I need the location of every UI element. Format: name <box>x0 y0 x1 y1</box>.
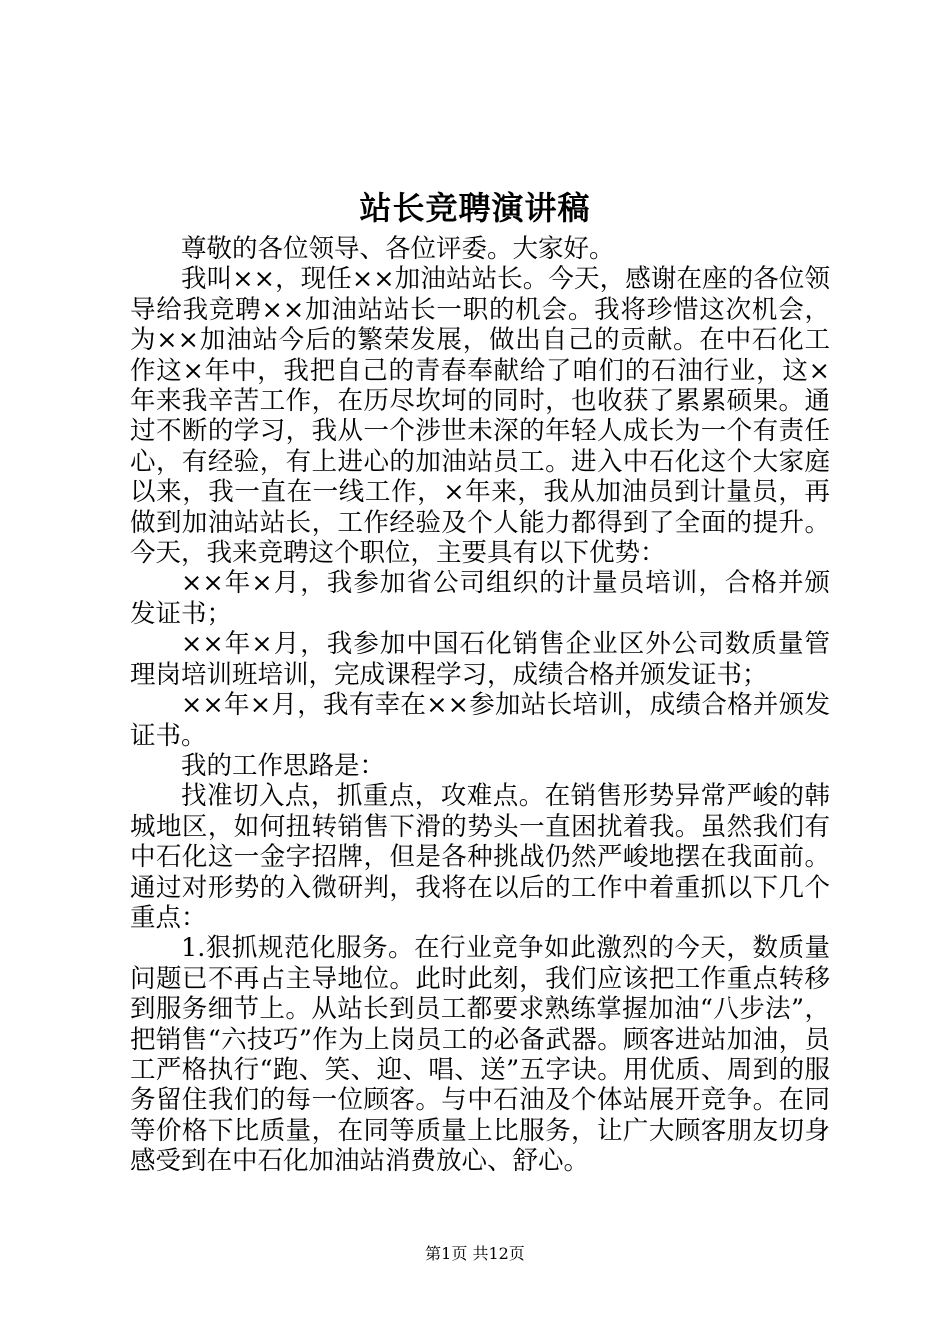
document-title: 站长竞聘演讲稿 <box>359 189 591 227</box>
paragraph-qualification-3: ××年×月，我有幸在××参加站长培训，成绩合格并颁发证书。 <box>130 690 830 751</box>
paragraph-qualification-2: ××年×月，我参加中国石化销售企业区外公司数质量管理岗培训班培训，完成课程学习，成绩合格并颁发证书； <box>130 629 830 690</box>
paragraph-introduction: 我叫××，现任××加油站站长。今天，感谢在座的各位领导给我竞聘××加油站站长一职的机会。我将珍惜这次机会，为××加油站今后的繁荣发展，做出自己的贡献。在中石化工作这×年中，我把自己的青春奉献给了咱们的石油行业，这×年来我辛苦工作，在历尽坎坷的同时，也收获了累累硕果。通过不断的学习，我从一个涉世未深的年轻人成长为一个有责任心，有经验，有上进心的加油站员工。进入中石化这个大家庭以来，我一直在一线工作，×年来，我从加油员到计量员，再做到加油站站长，工作经验及个人能力都得到了全面的提升。今天，我来竞聘这个职位，主要具有以下优势： <box>130 264 830 569</box>
paragraph-work-approach-heading: 我的工作思路是： <box>181 750 386 781</box>
page-footer: 第1页 共12页 <box>425 1244 525 1263</box>
paragraph-point-1: 1.狠抓规范化服务。在行业竞争如此激烈的今天，数质量问题已不再占主导地位。此时此刻，我们应该把工作重点转移到服务细节上。从站长到员工都要求熟练掌握加油“八步法”，把销售“六技巧”作为上岗员工的必备武器。顾客进站加油，员工严格执行“跑、笑、迎、唱、送”五字诀。用优质、周到的服务留住我们的每一位顾客。与中石油及个体站展开竞争。在同等价格下比质量，在同等质量上比服务，让广大顾客朋友切身感受到在中石化加油站消费放心、舒心。 <box>130 933 830 1177</box>
paragraph-qualification-1: ××年×月，我参加省公司组织的计量员培训，合格并颁发证书； <box>130 568 830 629</box>
document-body <box>130 234 830 1177</box>
paragraph-greeting: 尊敬的各位领导、各位评委。大家好。 <box>181 234 615 264</box>
paragraph-work-approach: 找准切入点，抓重点，攻难点。在销售形势异常严峻的韩城地区，如何扭转销售下滑的势头一直困扰着我。虽然我们有中石化这一金字招牌，但是各种挑战仍然严峻地摆在我面前。通过对形势的入微研判，我将在以后的工作中着重抓以下几个重点： <box>130 781 830 933</box>
